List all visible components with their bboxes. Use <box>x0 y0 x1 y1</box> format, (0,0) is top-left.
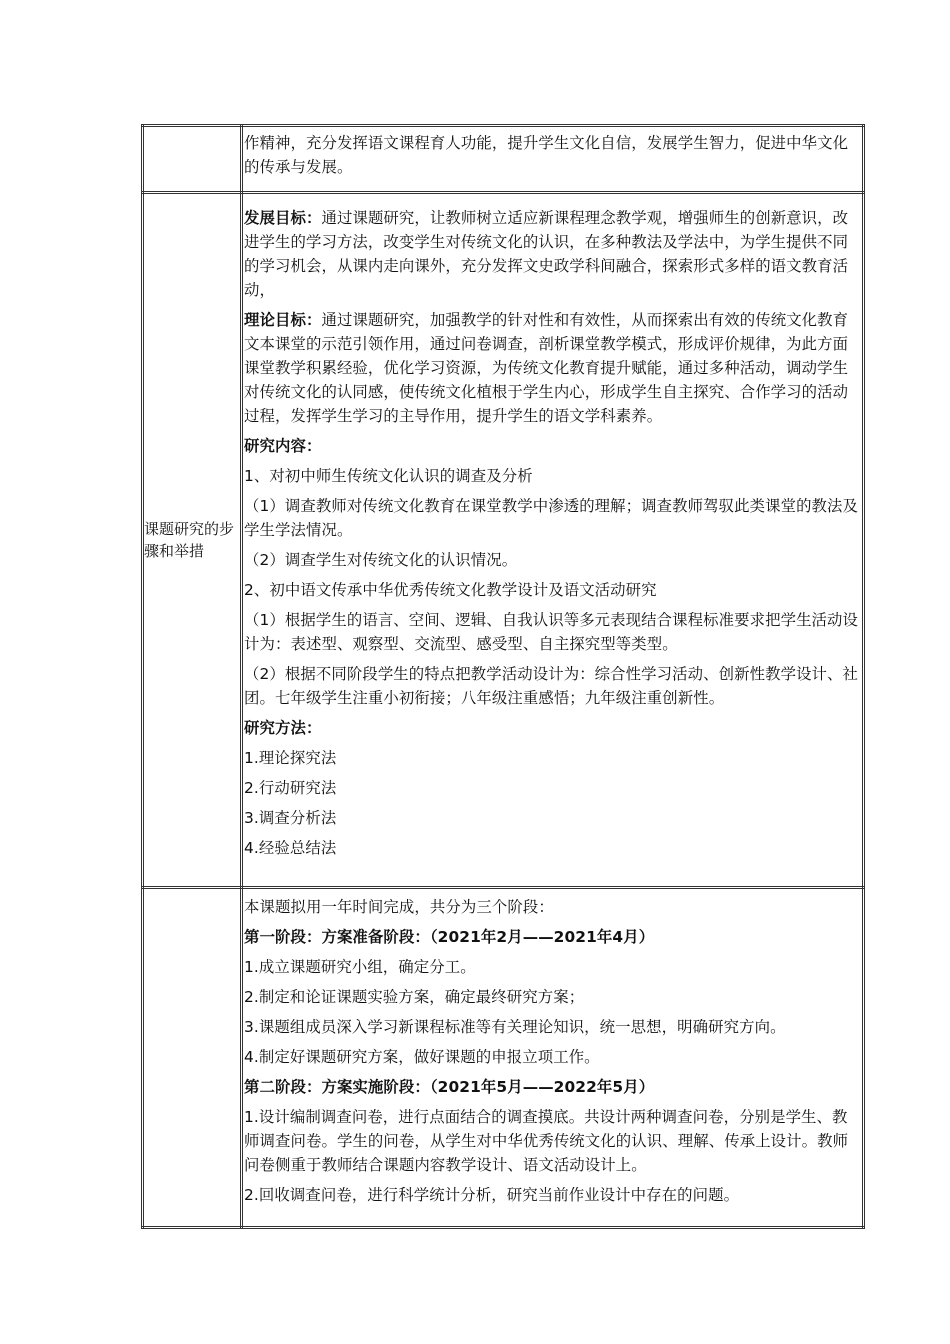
stage2-item: 1.设计编制调查问卷，进行点面结合的调查摸底。共设计两种调查问卷，分别是学生、教师调查问卷。学生的问卷，从学生对中华优秀传统文化的认识、理解、传承上设计。教师问卷侧重于教师结合课题内容教学设计、语文活动设计上。 <box>244 1108 849 1174</box>
content-subitem: （1）根据学生的语言、空间、逻辑、自我认识等多元表现结合课程标准要求把学生活动设计为：表述型、观察型、交流型、感受型、自主探究型等类型。 <box>244 611 859 653</box>
method-item: 3.调查分析法 <box>244 809 337 827</box>
development-goal-text: 通过课题研究，让教师树立适应新课程理念教学观，增强师生的创新意识，改进学生的学习方法，改变学生对传统文化的认识，在多种教法及学法中，为学生提供不同的学习机会，从课内走向课外，充分发挥文史政学科间融合，探索形式多样的语文教育活动， <box>244 209 849 299</box>
table-row <box>143 193 864 888</box>
stage1-item: 1.成立课题研究小组，确定分工。 <box>244 958 476 976</box>
content-subitem: （2）根据不同阶段学生的特点把教学活动设计为：综合性学习活动、创新性教学设计、社团。七年级学生注重小初衔接；八年级注重感悟；九年级注重创新性。 <box>244 665 859 707</box>
stage1-item: 4.制定好课题研究方案，做好课题的申报立项工作。 <box>244 1048 600 1066</box>
research-plan-table <box>141 124 865 1229</box>
row-content <box>242 193 864 888</box>
table-row <box>143 126 864 193</box>
stage1-item: 3.课题组成员深入学习新课程标准等有关理论知识，统一思想，明确研究方向。 <box>244 1018 786 1036</box>
content-subitem: （2）调查学生对传统文化的认识情况。 <box>244 551 518 569</box>
content-heading <box>244 434 862 458</box>
content-heading-text: 研究内容： <box>244 437 322 455</box>
method-heading <box>244 716 862 740</box>
method-heading-text: 研究方法： <box>244 719 322 737</box>
content-subitem: （1）调查教师对传统文化教育在课堂教学中渗透的理解；调查教师驾驭此类课堂的教法及学生学法情况。 <box>244 497 859 539</box>
row-content <box>242 888 864 1228</box>
row-label <box>143 888 242 1228</box>
theory-goal-text: 通过课题研究，加强教学的针对性和有效性，从而探索出有效的传统文化教育文本课堂的示范引领作用，通过问卷调查，剖析课堂教学模式，形成评价规律，为此方面课堂教学积累经验，优化学习资源，为传统文化教育提升赋能，通过多种活动，调动学生对传统文化的认同感，使传统文化植根于学生内心，形成学生自主探究、合作学习的活动过程，发挥学生学习的主导作用，提升学生的语文学科素养。 <box>244 311 849 425</box>
row-content <box>242 126 864 193</box>
development-goal <box>244 206 862 302</box>
stage2-heading <box>244 1075 862 1099</box>
stage2-heading-text: 第二阶段：方案实施阶段：（2021年5月——2022年5月） <box>244 1078 655 1096</box>
table-row <box>143 888 864 1228</box>
theory-goal <box>244 308 862 428</box>
method-item: 4.经验总结法 <box>244 839 337 857</box>
content-item: 2、初中语文传承中华优秀传统文化教学设计及语文活动研究 <box>244 581 657 599</box>
stage1-heading <box>244 925 862 949</box>
stage-intro: 本课题拟用一年时间完成，共分为三个阶段： <box>244 898 554 916</box>
stage1-heading-text: 第一阶段：方案准备阶段：（2021年2月——2021年4月） <box>244 928 655 946</box>
method-item: 1.理论探究法 <box>244 749 337 767</box>
stage2-item: 2.回收调查问卷，进行科学统计分析，研究当前作业设计中存在的问题。 <box>244 1186 740 1204</box>
row-label-steps: 课题研究的步骤和举措 <box>143 193 242 888</box>
content-item: 1、对初中师生传统文化认识的调查及分析 <box>244 467 533 485</box>
development-goal-heading: 发展目标： <box>244 209 322 227</box>
method-item: 2.行动研究法 <box>244 779 337 797</box>
theory-goal-heading: 理论目标： <box>244 311 322 329</box>
stage1-item: 2.制定和论证课题实验方案，确定最终研究方案； <box>244 988 585 1006</box>
paragraph: 作精神，充分发挥语文课程育人功能，提升学生文化自信，发展学生智力，促进中华文化的传承与发展。 <box>244 134 849 176</box>
row-label <box>143 126 242 193</box>
